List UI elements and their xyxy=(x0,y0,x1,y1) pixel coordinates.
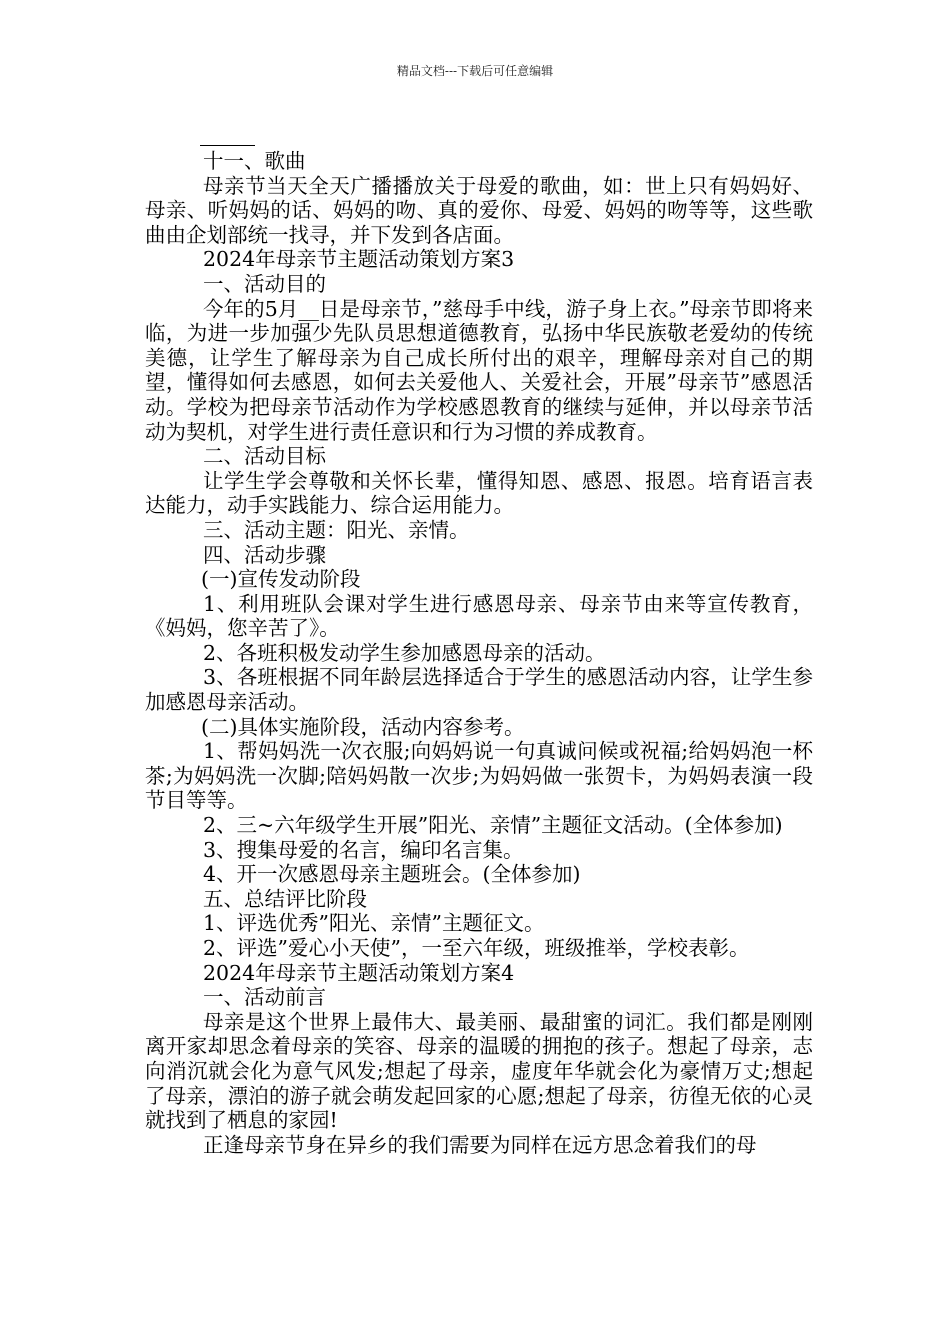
subsection-heading-publicity: (一)宣传发动阶段 xyxy=(201,567,361,592)
section-heading-purpose: 一、活动目的 xyxy=(203,271,326,296)
paragraph-songs: 母亲节当天全天广播播放关于母爱的歌曲，如：世上只有妈妈好、母亲、听妈妈的话、妈妈的吻、真的爱你、母爱、妈妈的吻等等，这些歌曲由企划部统一找寻，并下发到各店面。 xyxy=(145,173,813,247)
list-item: 1、帮妈妈洗一次衣服;向妈妈说一句真诚问候或祝福;给妈妈泡一杯茶;为妈妈洗一次脚;陪妈妈散一次步;为妈妈做一张贺卡，为妈妈表演一段节目等等。 xyxy=(145,739,813,813)
plan-title-3: 2024年母亲节主题活动策划方案3 xyxy=(203,247,515,272)
paragraph-purpose: 今年的5月__日是母亲节，”慈母手中线，游子身上衣。”母亲节即将来临，为进一步加强少先队员思想道德教育，弘扬中华民族敬老爱幼的传统美德，让学生了解母亲为自己成长所付出的艰辛，理解母亲对自己的期望，懂得如何去感恩，如何去关爱他人、关爱社会，开展”母亲节”感恩活动。学校为把母亲节活动作为学校感恩教育的继续与延伸，并以母亲节活动为契机，对学生进行责任意识和行为习惯的养成教育。 xyxy=(145,296,813,444)
paragraph-goals: 让学生学会尊敬和关怀长辈，懂得知恩、感恩、报恩。培育语言表达能力，动手实践能力、综合运用能力。 xyxy=(145,468,813,518)
page-header: 精品文档---下载后可任意编辑 xyxy=(396,64,554,78)
section-heading-evaluation: 五、总结评比阶段 xyxy=(203,886,367,911)
list-item: 1、利用班队会课对学生进行感恩母亲、母亲节由来等宣传教育，《妈妈，您辛苦了》。 xyxy=(145,591,813,641)
paragraph-continued: 正逢母亲节身在异乡的我们需要为同样在远方思念着我们的母 xyxy=(203,1132,757,1157)
section-heading-goals: 二、活动目标 xyxy=(203,444,326,469)
plan-title-4: 2024年母亲节主题活动策划方案4 xyxy=(203,960,515,985)
list-item: 3、搜集母爱的名言，编印名言集。 xyxy=(203,837,524,862)
subsection-heading-implementation: (二)具体实施阶段，活动内容参考。 xyxy=(201,714,525,739)
paragraph-preface: 母亲是这个世界上最伟大、最美丽、最甜蜜的词汇。我们都是刚刚离开家却思念着母亲的笑容、母亲的温暖的拥抱的孩子。想起了母亲，志向消沉就会化为意气风发;想起了母亲，虚度年华就会化为豪情万丈;想起了母亲，漂泊的游子就会萌发起回家的心愿;想起了母亲，彷徨无依的心灵就找到了栖息的家园! xyxy=(145,1009,813,1133)
list-item: 2、三~六年级学生开展”阳光、亲情”主题征文活动。(全体参加) xyxy=(203,813,783,838)
section-heading-steps: 四、活动步骤 xyxy=(203,542,326,567)
list-item: 2、各班积极发动学生参加感恩母亲的活动。 xyxy=(203,640,606,665)
list-item: 4、开一次感恩母亲主题班会。(全体参加) xyxy=(203,862,581,887)
list-item: 2、评选”爱心小天使”，一至六年级，班级推举，学校表彰。 xyxy=(203,936,750,960)
section-heading-preface: 一、活动前言 xyxy=(203,985,326,1010)
list-item: 3、各班根据不同年龄层选择适合于学生的感恩活动内容，让学生参加感恩母亲活动。 xyxy=(145,665,813,715)
list-item: 1、评选优秀”阳光、亲情”主题征文。 xyxy=(203,911,545,936)
section-heading-songs: 十一、歌曲 xyxy=(203,149,306,173)
blank-underline xyxy=(200,145,255,146)
document-body xyxy=(145,149,813,1157)
section-heading-theme: 三、活动主题：阳光、亲情。 xyxy=(203,517,470,542)
